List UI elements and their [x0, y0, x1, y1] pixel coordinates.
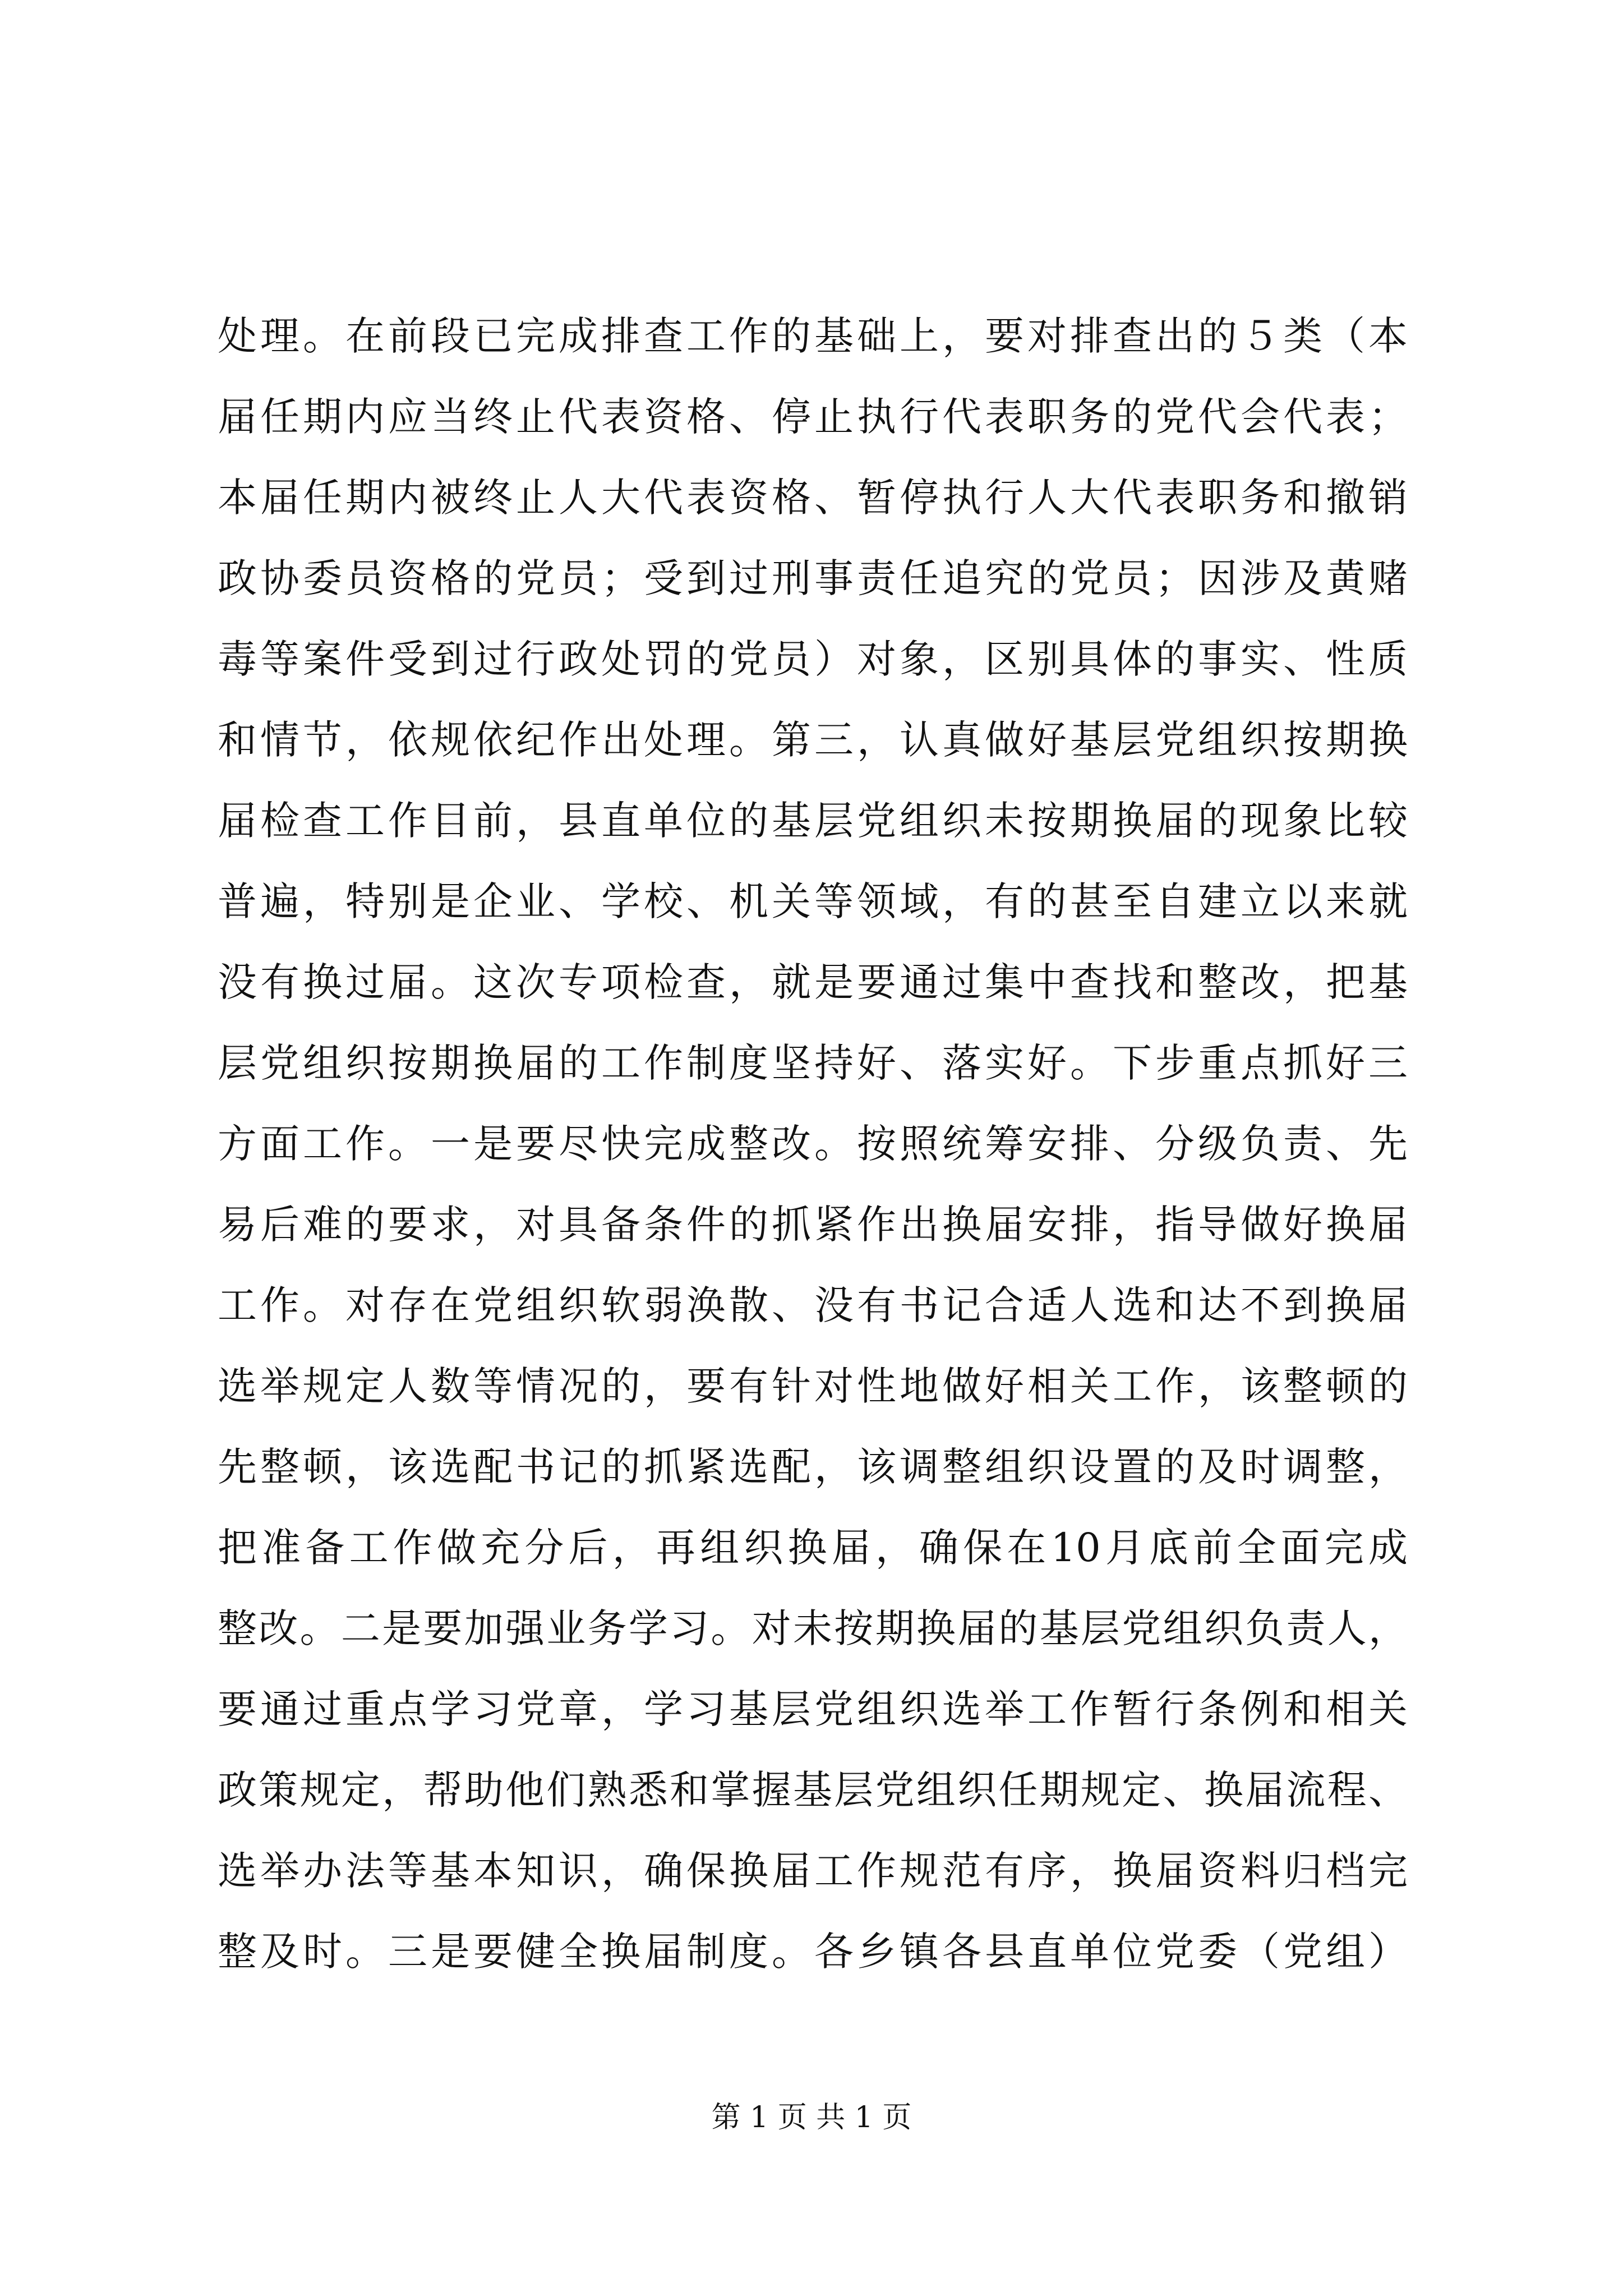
text-line-12: 易后难的要求，对具备条件的抓紧作出换届安排，指导做好换届 — [218, 1202, 1408, 1248]
text-line-20: 选举办法等基本知识，确保换届工作规范有序，换届资料归档完 — [218, 1848, 1408, 1894]
text-line-19: 政策规定，帮助他们熟悉和掌握基层党组织任期规定、换届流程、 — [218, 1767, 1408, 1813]
body-text — [218, 296, 1408, 1992]
text-line-17: 整改。二是要加强业务学习。对未按期换届的基层党组织负责人， — [218, 1605, 1408, 1651]
text-line-1: 处理。在前段已完成排查工作的基础上，要对排查出的５类（本 — [218, 313, 1408, 359]
text-line-8: 普遍，特别是企业、学校、机关等领域，有的甚至自建立以来就 — [218, 878, 1408, 924]
text-line-6: 和情节，依规依纪作出处理。第三，认真做好基层党组织按期换 — [218, 717, 1408, 763]
text-line-14: 选举规定人数等情况的，要有针对性地做好相关工作，该整顿的 — [218, 1363, 1408, 1409]
text-line-18: 要通过重点学习党章，学习基层党组织选举工作暂行条例和相关 — [218, 1686, 1408, 1732]
text-line-7: 届检查工作目前，县直单位的基层党组织未按期换届的现象比较 — [218, 798, 1408, 844]
text-line-21: 整及时。三是要健全换届制度。各乡镇各县直单位党委（党组） — [218, 1929, 1408, 1975]
text-line-9: 没有换过届。这次专项检查，就是要通过集中查找和整改，把基 — [218, 959, 1408, 1005]
text-line-15: 先整顿，该选配书记的抓紧选配，该调整组织设置的及时调整， — [218, 1444, 1408, 1490]
text-line-3: 本届任期内被终止人大代表资格、暂停执行人大代表职务和撤销 — [218, 475, 1408, 521]
text-line-2: 届任期内应当终止代表资格、停止执行代表职务的党代会代表； — [218, 394, 1408, 440]
page-footer — [0, 2098, 1623, 2137]
page-number: 第 1 页 共 1 页 — [711, 2101, 912, 2134]
text-line-10: 层党组织按期换届的工作制度坚持好、落实好。下步重点抓好三 — [218, 1040, 1408, 1086]
text-line-16: 把准备工作做充分后，再组织换届，确保在10月底前全面完成 — [218, 1525, 1408, 1571]
text-line-4: 政协委员资格的党员；受到过刑事责任追究的党员；因涉及黄赌 — [218, 555, 1408, 601]
text-line-5: 毒等案件受到过行政处罚的党员）对象，区别具体的事实、性质 — [218, 636, 1408, 682]
text-line-11: 方面工作。一是要尽快完成整改。按照统筹安排、分级负责、先 — [218, 1121, 1408, 1167]
text-line-13: 工作。对存在党组织软弱涣散、没有书记合适人选和达不到换届 — [218, 1282, 1408, 1328]
